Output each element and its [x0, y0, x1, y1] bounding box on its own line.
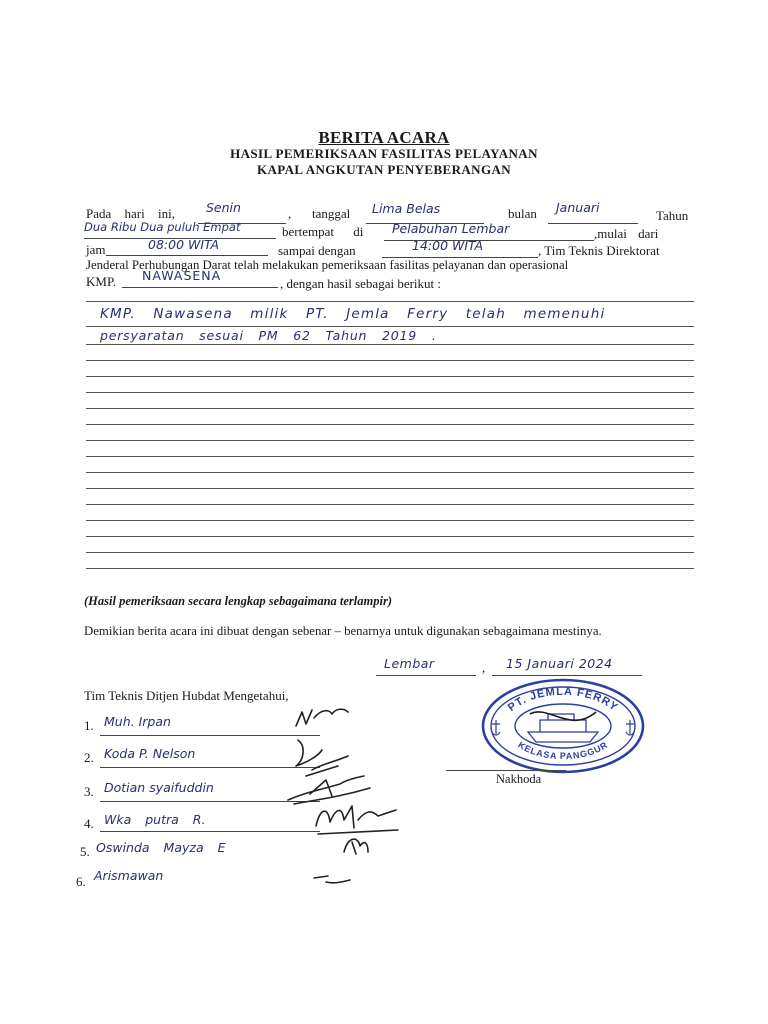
signature-5 [338, 832, 374, 858]
result-line [86, 392, 694, 393]
result-line [86, 456, 694, 457]
closing-statement: Demikian berita acara ini dibuat dengan sebenar – benarnya untuk digunakan sebagaimana mestinya. [84, 624, 602, 638]
member-name: Arismawan [94, 868, 164, 883]
company-stamp [478, 674, 648, 774]
result-line [86, 424, 694, 425]
result-text-line-2: persyaratan sesuai PM 62 Tahun 2019 . [100, 328, 437, 343]
fill-line-bulan [548, 222, 638, 224]
result-line [86, 536, 694, 537]
label-bulan: bulan [508, 206, 537, 221]
document-title: BERITA ACARA [318, 128, 450, 147]
label-sampai-dengan: sampai dengan [278, 243, 356, 258]
member-name: Muh. Irpan [104, 714, 171, 729]
value-bulan: Januari [556, 200, 600, 215]
note-lampiran: (Hasil pemeriksaan secara lengkap sebagaimana terlampir) [84, 594, 392, 608]
label-pada-hari-ini: Pada hari ini, [86, 206, 175, 221]
signature-1 [292, 704, 352, 732]
label-kmp: KMP. [86, 274, 116, 289]
member-number: 5. [80, 844, 90, 859]
paragraph-line-4: Jenderal Perhubungan Darat telah melakukan pemeriksaan fasilitas pelayanan dan operasional [86, 258, 569, 272]
result-line [86, 488, 694, 489]
team-heading: Tim Teknis Ditjen Hubdat Mengetahui, [84, 688, 289, 703]
label-jam: jam [86, 242, 106, 257]
label-hasil: , dengan hasil sebagai berikut : [280, 276, 442, 291]
svg-text:PT. JEMLA FERRY [506, 686, 620, 714]
result-line [86, 376, 694, 377]
result-line [86, 344, 694, 345]
label-tanggal: tanggal [312, 206, 351, 221]
stamp-bottom-text: KELASA PANGGUR [516, 739, 610, 762]
result-line [86, 408, 694, 409]
result-line [86, 301, 694, 302]
member-line [100, 734, 320, 736]
member-line [100, 766, 320, 768]
fill-line-place [376, 674, 476, 676]
value-place: Lembar [384, 656, 435, 671]
value-tanggal: Lima Belas [372, 201, 441, 216]
document-subtitle-1: HASIL PEMERIKSAAN FASILITAS PELAYANAN [230, 146, 538, 161]
value-tempat: Pelabuhan Lembar [392, 221, 510, 236]
fill-line-kapal [122, 286, 278, 288]
member-name: Wka putra R. [104, 812, 206, 827]
nakhoda-line [446, 769, 566, 771]
member-name: Koda P. Nelson [104, 746, 196, 761]
value-date: 15 Januari 2024 [506, 656, 613, 671]
nakhoda-label: Nakhoda [496, 772, 542, 786]
anchor-icon [492, 720, 634, 735]
member-number: 1. [84, 718, 94, 733]
result-line [86, 326, 694, 327]
label-tim-teknis: , Tim Teknis Direktorat [538, 243, 660, 258]
label-mulai-dari: ,mulai dari [594, 226, 659, 241]
value-tahun: Dua Ribu Dua puluh Empat [84, 220, 241, 234]
label-tahun: Tahun [656, 208, 689, 223]
value-jam-mulai: 08:00 WITA [148, 237, 220, 252]
fill-line-jam-mulai [106, 254, 268, 256]
value-jam-selesai: 14:00 WITA [412, 238, 484, 253]
result-line [86, 472, 694, 473]
member-name: Oswinda Mayza E [96, 840, 226, 855]
stamp-top-text: PT. JEMLA FERRY [505, 685, 621, 714]
label-bertempat: bertempat di [282, 224, 364, 239]
result-text-line-1: KMP. Nawasena milik PT. Jemla Ferry telah memenuhi [100, 306, 606, 322]
result-line [86, 568, 694, 569]
result-line [86, 552, 694, 553]
result-line [86, 360, 694, 361]
stamp-signature [530, 712, 596, 720]
member-number: 2. [84, 750, 94, 765]
member-number: 3. [84, 784, 94, 799]
signature-6 [310, 868, 354, 888]
result-line [86, 504, 694, 505]
member-line [100, 830, 320, 832]
document-subtitle-2: KAPAL ANGKUTAN PENYEBERANGAN [256, 162, 512, 177]
value-hari: Senin [206, 200, 241, 215]
member-number: 6. [76, 874, 86, 889]
result-line [86, 520, 694, 521]
member-number: 4. [84, 816, 94, 831]
member-name: Dotian syaifuddin [104, 780, 214, 795]
value-kapal: NAWASENA [142, 268, 222, 283]
result-line [86, 440, 694, 441]
